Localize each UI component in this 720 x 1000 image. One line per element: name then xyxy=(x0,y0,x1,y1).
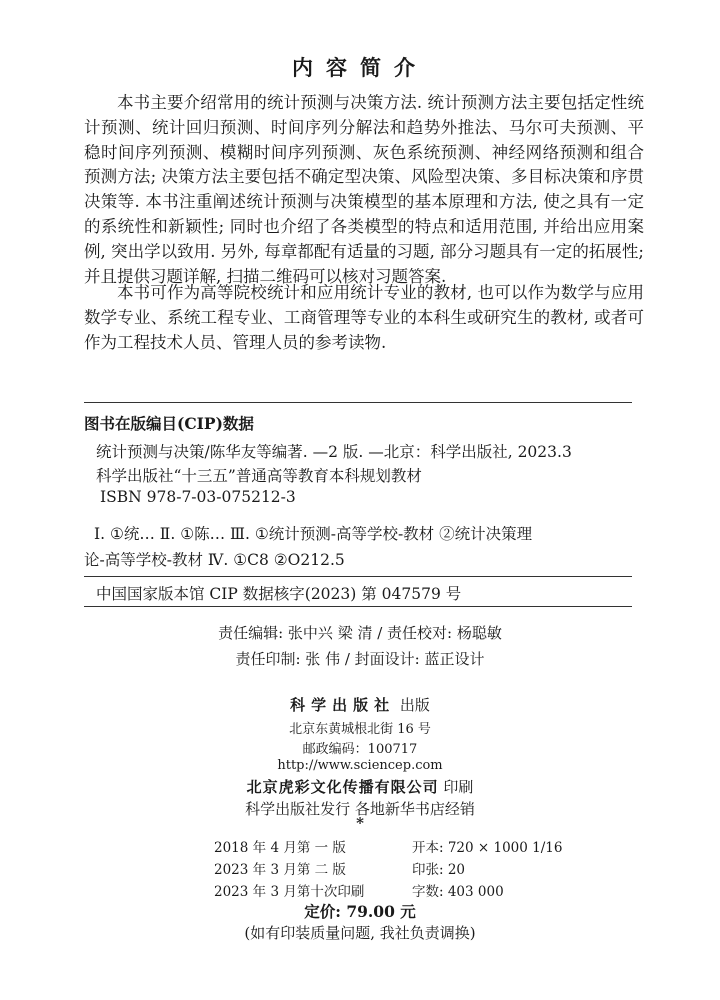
edition-detail: 开本: 720 × 1000 1/16 xyxy=(412,840,563,856)
cip-classification-line-2: 论-高等学校-教材 Ⅳ. ①C8 ②O212.5 xyxy=(84,551,345,569)
edition-detail: 印张: 20 xyxy=(412,862,466,878)
edition-date: 2018 年 4 月第 一 版 xyxy=(214,840,346,856)
cip-isbn: ISBN 978-7-03-075212-3 xyxy=(100,488,296,506)
credits-line-2: 责任印制: 张 伟 / 封面设计: 蓝正设计 xyxy=(235,650,485,668)
printer-name: 北京虎彩文化传播有限公司 xyxy=(246,778,439,796)
credits-line-1: 责任编辑: 张中兴 梁 清 / 责任校对: 杨聪敏 xyxy=(218,624,502,642)
separator-star: * xyxy=(356,814,364,832)
price: 定价: 79.00 元 xyxy=(304,902,416,921)
publisher-line xyxy=(0,694,720,715)
cip-bottom-rule xyxy=(84,606,632,607)
distribution-line: 科学出版社发行 各地新华书店经销 xyxy=(245,800,475,818)
intro-text-2: 本书可作为高等院校统计和应用统计专业的教材, 也可以作为数学与应用数学专业、系统工程专业、工商管理等专业的本科生或研究生的教材, 或者可作为工程技术人员、管理人员的参考读物. xyxy=(84,283,644,352)
edition-date: 2023 年 3 月第十次印刷 xyxy=(214,884,365,900)
publisher-address: 北京东黄城根北街 16 号 xyxy=(289,722,431,737)
cip-record-number: 中国国家版本馆 CIP 数据核字(2023) 第 047579 号 xyxy=(96,585,462,603)
cip-classification-line-1: Ⅰ. ①统… Ⅱ. ①陈… Ⅲ. ①统计预测-高等学校-教材 ②统计决策理 xyxy=(94,525,533,543)
publisher-name: 科学出版社 xyxy=(290,696,396,714)
publisher-suffix: 出版 xyxy=(395,696,430,714)
page-title: 内容简介 xyxy=(292,55,428,80)
edition-row xyxy=(214,880,504,900)
edition-row xyxy=(214,858,465,878)
edition-row xyxy=(214,836,562,856)
publisher-url: http://www.sciencep.com xyxy=(277,758,443,773)
intro-text-1: 本书主要介绍常用的统计预测与决策方法. 统计预测方法主要包括定性统计预测、统计回归预测、时间序列分解法和趋势外推法、马尔可夫预测、平稳时间序列预测、模糊时间序列预测、灰色系统预测、神经网络预测和组合预测方法; 决策方法主要包括不确定型决策、风险型决策、多目标决策和序贯决策等. 本书注重阐述统计预测与决策模型的基本原理和方法, 使之具有一定的系统性和新颖性; 同时也介绍了各类模型的特点和适用范围, 并给出应用案例, 突出学以致用. 另外, 每章都配有适量的习题, 部分习题具有一定的拓展性; 并且提供习题详解, 扫描二维码可以核对习题答案. xyxy=(84,93,644,286)
quality-notice: (如有印装质量问题, 我社负责调换) xyxy=(244,924,476,942)
cip-heading: 图书在版编目(CIP)数据 xyxy=(84,414,254,433)
publisher-postcode: 邮政编码：100717 xyxy=(302,742,418,757)
printer-suffix: 印刷 xyxy=(438,778,474,796)
cip-bibliographic-line: 统计预测与决策/陈华友等编著. —2 版. —北京：科学出版社, 2023.3 xyxy=(96,443,572,461)
edition-date: 2023 年 3 月第 二 版 xyxy=(214,862,346,878)
edition-detail: 字数: 403 000 xyxy=(412,884,504,900)
cip-series-line: 科学出版社“十三五”普通高等教育本科规划教材 xyxy=(96,467,422,485)
printer-line xyxy=(0,776,720,797)
